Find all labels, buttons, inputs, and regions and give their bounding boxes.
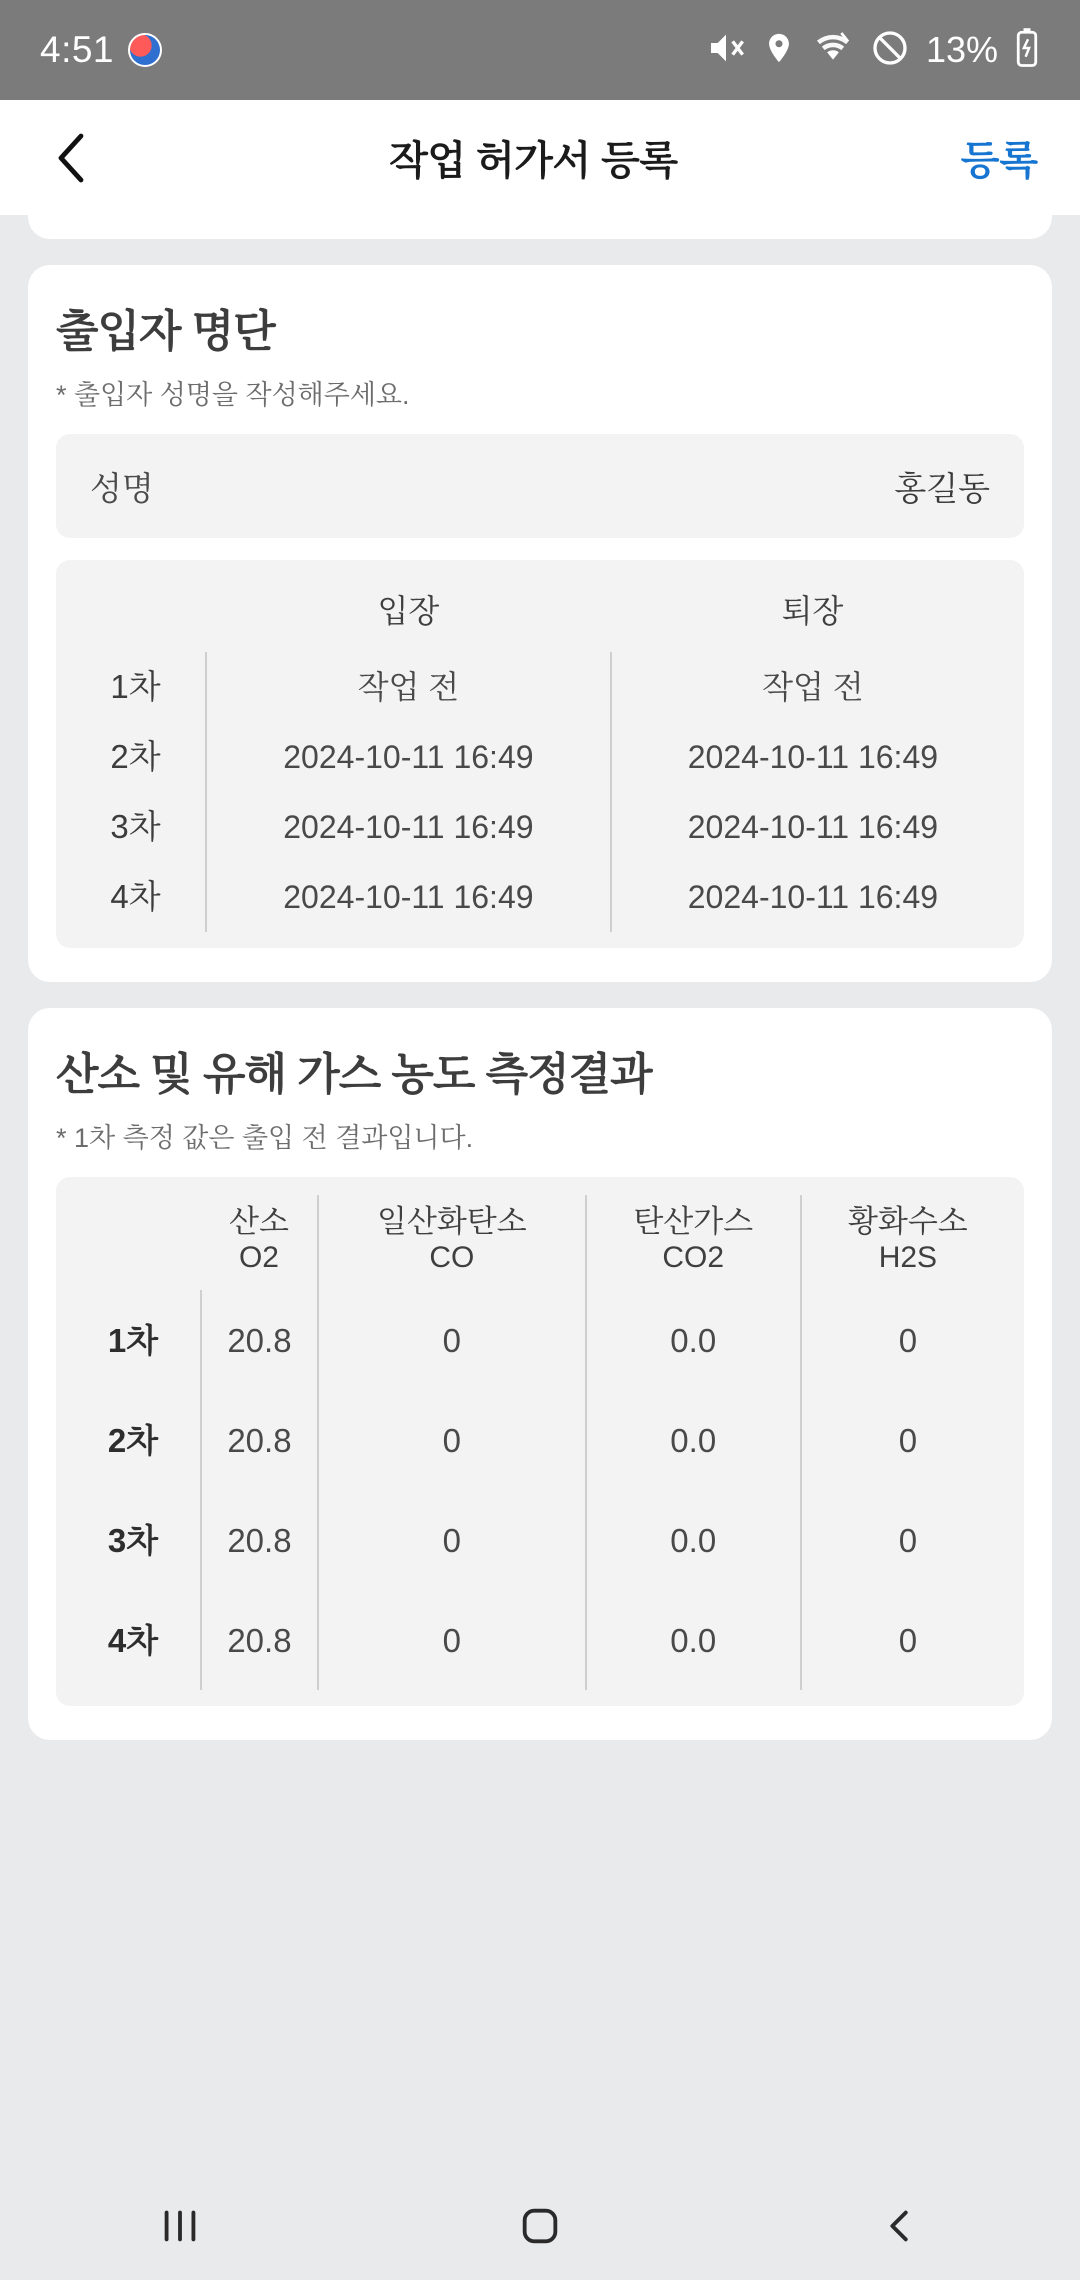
- gas-2-co[interactable]: 0: [318, 1390, 586, 1490]
- gas-1-h2s[interactable]: 0: [898, 1321, 918, 1359]
- wifi-icon: [812, 28, 854, 73]
- scroll-content[interactable]: [0, 215, 1080, 2172]
- gas-row-label-3: 3차: [66, 1490, 201, 1590]
- entrant-name-label: 성명: [90, 469, 154, 507]
- gas-4-co2[interactable]: 0.0: [586, 1590, 801, 1690]
- gas-row-label-2: 2차: [66, 1390, 201, 1490]
- entrant-in-4[interactable]: 2024-10-11 16:49: [206, 862, 611, 932]
- entrant-row-label-1: 1차: [66, 652, 206, 722]
- table-row: [66, 862, 1014, 932]
- gas-2-co2[interactable]: 0.0: [586, 1390, 801, 1490]
- table-row: [66, 722, 1014, 792]
- app-badge-icon: [128, 33, 162, 67]
- entrant-row-label-3: 3차: [66, 792, 206, 862]
- gas-4-co[interactable]: 0: [318, 1590, 586, 1690]
- gas-3-o2[interactable]: 20.8: [201, 1490, 318, 1590]
- table-row: [66, 1490, 1014, 1590]
- recents-icon[interactable]: [120, 2186, 240, 2266]
- mute-icon: [706, 28, 746, 73]
- gas-measurement-card: [28, 1008, 1052, 1740]
- gas-section-note: * 1차 측정 값은 출입 전 결과입니다.: [56, 1123, 474, 1153]
- entrant-col-in: 입장: [377, 593, 440, 629]
- status-bar-right: [706, 27, 1040, 74]
- entrant-out-2[interactable]: 2024-10-11 16:49: [687, 739, 939, 775]
- table-row: [66, 792, 1014, 862]
- entrant-name-row[interactable]: [56, 434, 1024, 538]
- entrant-in-1[interactable]: 작업 전: [206, 652, 611, 722]
- entrant-in-3[interactable]: 2024-10-11 16:49: [206, 792, 611, 862]
- home-icon[interactable]: [480, 2186, 600, 2266]
- entrant-row-label-2: 2차: [66, 722, 206, 792]
- gas-row-label-1: 1차: [66, 1290, 201, 1390]
- entrant-time-table: [56, 560, 1024, 948]
- gas-section-title: 산소 및 유해 가스 농도 측정결과: [56, 1050, 652, 1099]
- gas-3-co[interactable]: 0: [318, 1490, 586, 1590]
- gas-col-blank: [66, 1195, 201, 1290]
- page-title: 작업 허가서 등록: [389, 139, 678, 183]
- gas-3-h2s[interactable]: 0: [898, 1521, 918, 1559]
- status-bar-left: [40, 29, 162, 71]
- gas-2-h2s[interactable]: 0: [898, 1421, 918, 1459]
- table-row: [66, 1390, 1014, 1490]
- location-icon: [762, 28, 796, 73]
- entrant-name-value: 홍길동: [894, 469, 990, 507]
- entrant-row-label-4: 4차: [66, 862, 206, 932]
- gas-4-o2[interactable]: 20.8: [201, 1590, 318, 1690]
- gas-col-co: [318, 1195, 586, 1290]
- gas-col-h2s-name: 황화수소: [847, 1204, 968, 1239]
- gas-row-label-4: 4차: [66, 1590, 201, 1690]
- gas-col-co2: [586, 1195, 801, 1290]
- gas-4-h2s[interactable]: 0: [898, 1621, 918, 1659]
- gas-1-co2[interactable]: 0.0: [586, 1290, 801, 1390]
- battery-percent: 13%: [925, 29, 998, 70]
- gas-col-o2-symbol: O2: [238, 1241, 279, 1275]
- previous-card-partial: [28, 215, 1052, 239]
- gas-2-o2[interactable]: 20.8: [201, 1390, 318, 1490]
- gas-1-co[interactable]: 0: [318, 1290, 586, 1390]
- entrant-out-4[interactable]: 2024-10-11 16:49: [687, 879, 939, 915]
- table-header-row: [66, 1195, 1014, 1290]
- table-row: [66, 1290, 1014, 1390]
- entrant-out-1[interactable]: 작업 전: [762, 669, 864, 705]
- table-header-row: [66, 578, 1014, 652]
- gas-col-h2s: [801, 1195, 1014, 1290]
- gas-measurement-table: [56, 1177, 1024, 1706]
- entrant-col-blank: [66, 578, 206, 652]
- entrant-out-3[interactable]: 2024-10-11 16:49: [687, 809, 939, 845]
- status-time: 4:51: [40, 29, 115, 70]
- entrant-list-card: [28, 265, 1052, 982]
- entrant-section-note: * 출입자 성명을 작성해주세요.: [56, 380, 410, 410]
- do-not-disturb-icon: [870, 28, 910, 73]
- gas-col-h2s-symbol: H2S: [878, 1241, 938, 1275]
- gas-1-o2[interactable]: 20.8: [201, 1290, 318, 1390]
- submit-button[interactable]: 등록: [960, 139, 1038, 183]
- entrant-in-2[interactable]: 2024-10-11 16:49: [206, 722, 611, 792]
- system-navigation-bar: [0, 2172, 1080, 2280]
- app-bar: [0, 100, 1080, 215]
- entrant-section-title: 출입자 명단: [56, 307, 275, 356]
- gas-col-co2-symbol: CO2: [662, 1241, 725, 1275]
- gas-col-o2: [201, 1195, 318, 1290]
- gas-col-co2-name: 탄산가스: [633, 1204, 754, 1239]
- table-row: [66, 652, 1014, 722]
- back-icon[interactable]: [840, 2186, 960, 2266]
- gas-col-co-name: 일산화탄소: [376, 1204, 527, 1239]
- table-row: [66, 1590, 1014, 1690]
- gas-col-o2-name: 산소: [229, 1204, 289, 1239]
- back-button[interactable]: [36, 123, 106, 193]
- status-bar: [0, 0, 1080, 100]
- chevron-left-icon: [47, 128, 95, 188]
- gas-col-co-symbol: CO: [429, 1241, 475, 1275]
- entrant-col-out: 퇴장: [781, 593, 844, 629]
- battery-charging-icon: [1014, 27, 1040, 74]
- gas-3-co2[interactable]: 0.0: [586, 1490, 801, 1590]
